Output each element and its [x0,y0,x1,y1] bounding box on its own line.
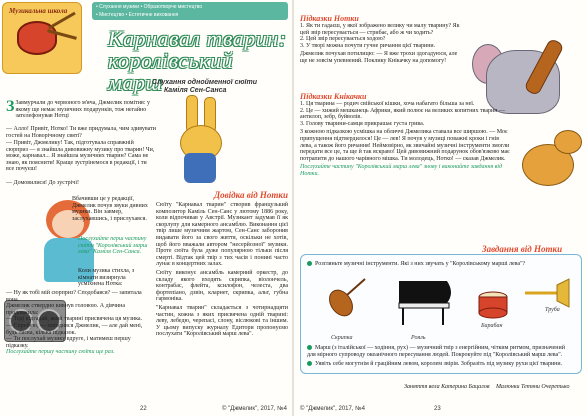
drum-icon [479,292,507,318]
dialog-4e: — Ти послухай музику вдруге, і матимеш першу підказку. [6,336,131,349]
intro-paragraph: Завмурчали до червоного м'яча, Джмелик помітив: у якому ще немає музичних подарунків, тож негайно зателефонував Нотці [15,100,151,120]
kn-hints-title: Підказки Кнікачки [300,92,367,101]
title-line-1: Карнавал тварин: [108,26,287,51]
topic-bar [92,2,288,20]
right-page [294,0,587,416]
kn-hint-1: 1. Ця тварина — родич свійської кішки, хоча набагато більша за неї. [300,101,475,107]
bullet-icon [307,361,312,366]
hint-1: 1. Як ти гадаєш, у якої зображено велику чи малу тварину? Як цей звір пересувається — стрибає, або ж чи ходить? [300,23,460,36]
instrument-label-violin: Скрипка [331,335,353,341]
task-3 [307,361,573,368]
dialog-4a: — Ну як тобі мій сюрприз? Сподобався? — запитала вона. [6,290,142,303]
intro-text [6,100,156,120]
trumpet-icon [525,279,569,307]
kn-hints-block [300,92,510,178]
dialog-4 [6,290,154,356]
hints-title: Підказки Нотки [300,14,359,23]
violin-icon [325,279,365,320]
sidebar-text-1: Сюїту "Карнавал тварин" створив французький композитор Каміль Сен-Санс у лютому 1886 року, коли відпочивав у Австрії. Музикант задумав її як скорлупу для камерного ансамблю. Виконання цієї твір лише музичним жартом, Сен-Санс заборонив видавати його за свого життя, оскільки не хотів, щоб його вважали автором "несерйозної" музики. Проте сюїта була дуже популярною тільки після смерті. Відтак цей твір з тих часів і понині часто лунає в концертних залах. [156,202,288,268]
dialog-1: — Алло! Привіт, Нотко! Ти вже придумала, чим здивувати гостей на Новорічному святі? [6,126,156,139]
instrument-label-piano: Рояль [411,335,426,341]
sidebar-text-2: Сюїту виконує ансамбль камерний оркестр, до складу якого входять скрипка, віолончель, контрабас, флейта, ксилофон, челеста, два фортепіано, дзвін, кларнет, скрипка, альт, губна гармоніка. [156,269,288,303]
dialog-4b: Джмелик ствердно кивнув головою. А дівчина продовжила: [6,303,126,316]
kn-hint-3: 3. Голову тварини-самця прикрашає густа грива. [300,120,425,127]
credit-author: Заняття вела Катерина Бацалов [404,384,490,390]
kn-listen-instruction: Послухайте частину "Королівський марш лева" знову і виконайте завдання від Нотки. [300,164,503,177]
kn-hint-2: 2. Це — хижий мешканець Африки, який полює на великих копитних тварин — антилоп, зебр, буйволів. [300,107,505,121]
instrument-label-drum: Барабан [481,323,503,329]
task-title: Завдання від Нотки [482,244,563,254]
listen-instruction: Послухайте перш частину сюїти "Королівський марш лева" Каміля Сен-Санса. [78,236,148,256]
credit-illustrator: Малюнки Тетяни Очеретько [496,384,570,390]
column-text: Вбачивши це у редакції, Джмелик почув звуки дивних музики. Він завмер, заслухавшись, і прислухався. [72,196,148,222]
footer-copyright-left: © "Джмелик", 2017, №4 [222,406,287,412]
left-page [0,0,293,416]
page-number-left: 22 [140,406,147,412]
dialog-4c: — Тоді відгадай, який тварині присвячена ця музика. [6,316,143,323]
listen-again-instruction: Послухайте першу частину сюїти ще раз. [6,349,115,356]
sidebar-title: Довідка від Нотки [213,190,288,200]
hints-block [300,14,466,65]
footer-copyright-right: © "Джмелик", 2017, №4 [300,406,365,412]
hint-3: 3. У творі можна почути гучне ричання цієї тварини. [300,42,436,49]
task-box [300,254,582,374]
task-1-text: Розгляньте музичні інструменти. Які з них звучать у "Королівському марші лева"? [315,261,526,267]
task-3-text: Уявіть себе могутнім й граційним левом, королем звірів. Зобразіть під музику рухи цієї тварини. [315,361,563,367]
grand-piano-icon [399,281,451,325]
bullet-icon [307,345,312,350]
subtitle: Слухання однойменної сюїти [152,79,257,86]
dialog-2: — Привіт, Джмелику! Так, підготувала справжній сюрприз — я знайшла дивовижну музику про тварин! Чи, може, карнавал... Я знайшла музичних тварин? Сама не знаю, як пояснити! Краще зустрінемося в редакції, і ти все почуєш! [6,140,155,173]
section-logo-text: Музикальна школа [9,7,68,15]
cat-illustration [514,130,582,190]
topic-line-2: • Мистецтво • Естетичне виховання [96,12,179,18]
hints-after: Джмелик почухав потилицю: — Я вже трохи здогадуюся, але ще не зовсім упевнений. Поклику Кнікачку на допомогу! [300,51,458,64]
task-2 [307,345,573,358]
topic-line-1: • Слухання музики • Образотворче мистецтво [96,4,203,10]
instruments-illustration [307,273,575,335]
hint-2: 2. Цей звір пересувається ходою? [300,36,386,43]
dropcap: З [6,98,15,115]
page-number-right: 23 [434,406,441,412]
sidebar-text-3: "Карнавал тварин" складається з чотирнадцяти частин, кожна з яких присвячена одній тварині: леву, лебедю, черепасі, слону, віслюкові та іншим. У цьому випуску журналу Едитори пропонуємо послухати "Королівський марш лева". [156,304,288,338]
title-line-2: королівський марш [108,48,233,95]
task-2-text: Марш (з італійської — ходіння, рух) — музичний твір з енергійним, чітким ритмом, призначений для мірного супроводу океанічного пересування людей. Покрокуйте під "Королівський марш лева". [307,345,565,358]
kn-after: З кожною підказкою усмішка на обличчі Джмелика ставала все ширшою. — Моє припущення підтвердилося! Це — лев! Я почув у музиці поважні кроки і гнів лева, а також його ричання! Неймовірно, як звичайні музичні інструменти змогли передати все це, та ще й так яскраво! Цей дивовижний подарунок обов'язково має потрапити до нашого чарівного мішка. Ти молодець, Нотко! — сказав Джмелик. [300,129,510,162]
rabbit-illustration [166,95,238,185]
task-1 [307,261,573,268]
bullet-icon [307,261,312,266]
instrument-label-trumpet: Труба [545,307,560,313]
dialog-3: — Домовилися! До зустрічі! [6,180,79,186]
section-logo [2,2,82,74]
column-text-2: Коли музика стихла, з кімнати визирнула усміхнена Нотка: [78,268,135,288]
sidebar-info [156,190,288,390]
dialog-4d: — Спробую, — погодився Джмелик, — але дай мені, будь ласка, кілька підказок. [6,322,143,336]
composer-name: Каміля Сен-Санса [164,87,227,94]
